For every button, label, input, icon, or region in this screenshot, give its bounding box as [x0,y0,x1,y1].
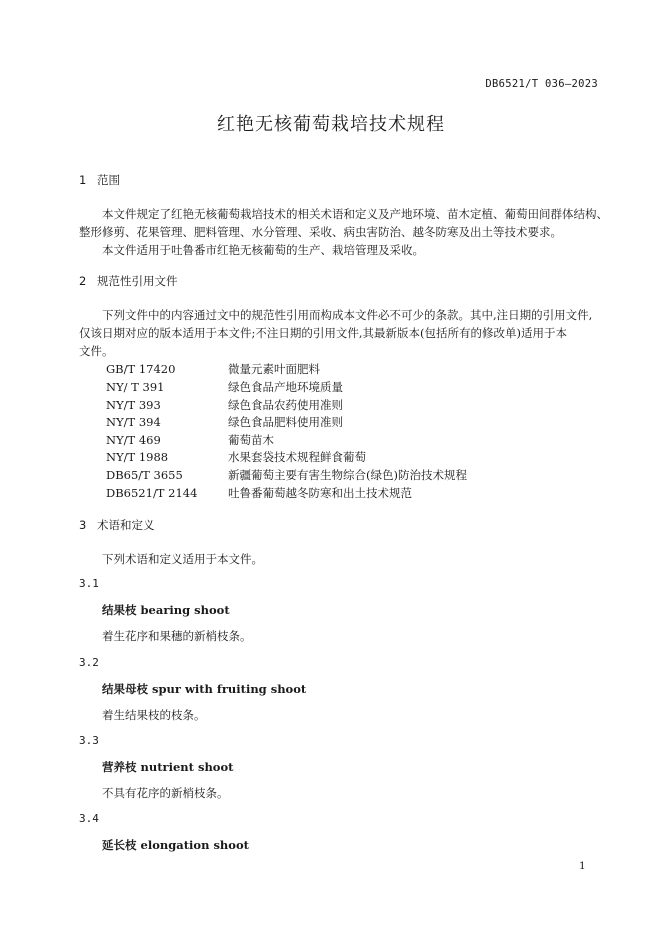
section-1-heading [79,172,120,188]
reference-name: 水果套袋技术规程鲜食葡萄 [228,450,366,464]
reference-name: 新疆葡萄主要有害生物综合(绿色)防治技术规程 [228,468,467,482]
term-name [102,759,233,775]
term-name-zh: 结果母枝 [102,682,148,696]
reference-name: 吐鲁番葡萄越冬防寒和出土技术规范 [228,486,412,500]
reference-item [106,432,274,448]
reference-code: NY/ T 391 [106,380,165,394]
reference-code: NY/T 393 [106,398,161,412]
term-name [102,602,230,618]
reference-item [106,449,366,465]
term-number: 3.4 [79,812,99,825]
reference-name: 绿色食品产地环境质量 [228,380,343,394]
section-3-heading [79,517,155,533]
reference-code: DB6521/T 2144 [106,486,198,500]
term-number: 3.3 [79,734,99,747]
section-number: 2 [79,274,87,288]
term-number: 3.2 [79,656,99,669]
terms-intro: 下列术语和定义适用于本文件。 [102,552,263,566]
reference-item [106,379,343,395]
reference-code: NY/T 1988 [106,450,169,464]
term-name-en: nutrient shoot [140,760,234,774]
reference-name: 绿色食品农药使用准则 [228,398,343,412]
section-title: 规范性引用文件 [97,274,178,288]
term-name-zh: 营养枝 [102,760,137,774]
term-definition: 不具有花序的新梢枝条。 [102,786,229,800]
term-name [102,837,249,853]
reference-code: NY/T 394 [106,415,161,429]
reference-item [106,361,320,377]
term-name-zh: 结果枝 [102,603,137,617]
scope-paragraph-line-1: 本文件规定了红艳无核葡萄栽培技术的相关术语和定义及产地环境、苗木定植、葡萄田间群体结构、 [102,207,608,221]
term-name-en: bearing shoot [140,603,230,617]
section-number: 3 [79,518,87,532]
section-number: 1 [79,173,87,187]
references-paragraph-line-1: 下列文件中的内容通过文中的规范性引用而构成本文件必不可少的条款。其中,注日期的引用文件, [102,308,593,322]
references-paragraph-line-3: 文件。 [79,344,114,358]
term-name-zh: 延长枝 [102,838,137,852]
page-number: 1 [579,860,586,872]
reference-item [106,414,343,430]
term-name [102,681,306,697]
reference-item [106,485,412,501]
term-name-en: spur with fruiting shoot [152,682,307,696]
reference-name: 微量元素叶面肥料 [228,362,320,376]
references-paragraph-line-2: 仅该日期对应的版本适用于本文件;不注日期的引用文件,其最新版本(包括所有的修改单)适用于本 [79,326,567,340]
term-name-en: elongation shoot [140,838,249,852]
term-definition: 着生花序和果穗的新梢枝条。 [102,629,252,643]
scope-applicability-paragraph: 本文件适用于吐鲁番市红艳无核葡萄的生产、栽培管理及采收。 [102,243,424,257]
section-title: 范围 [97,173,120,187]
term-definition: 着生结果枝的枝条。 [102,708,206,722]
reference-item [106,467,467,483]
reference-name: 葡萄苗木 [228,433,274,447]
document-title: 红艳无核葡萄栽培技术规程 [217,114,445,135]
reference-code: GB/T 17420 [106,362,176,376]
scope-paragraph-line-2: 整形修剪、花果管理、肥料管理、水分管理、采收、病虫害防治、越冬防寒及出土等技术要求。 [79,225,562,239]
term-number: 3.1 [79,577,99,590]
section-2-heading [79,273,178,289]
section-title: 术语和定义 [97,518,155,532]
reference-code: NY/T 469 [106,433,161,447]
reference-item [106,397,343,413]
reference-name: 绿色食品肥料使用准则 [228,415,343,429]
reference-code: DB65/T 3655 [106,468,183,482]
document-code: DB6521/T 036—2023 [485,78,598,90]
